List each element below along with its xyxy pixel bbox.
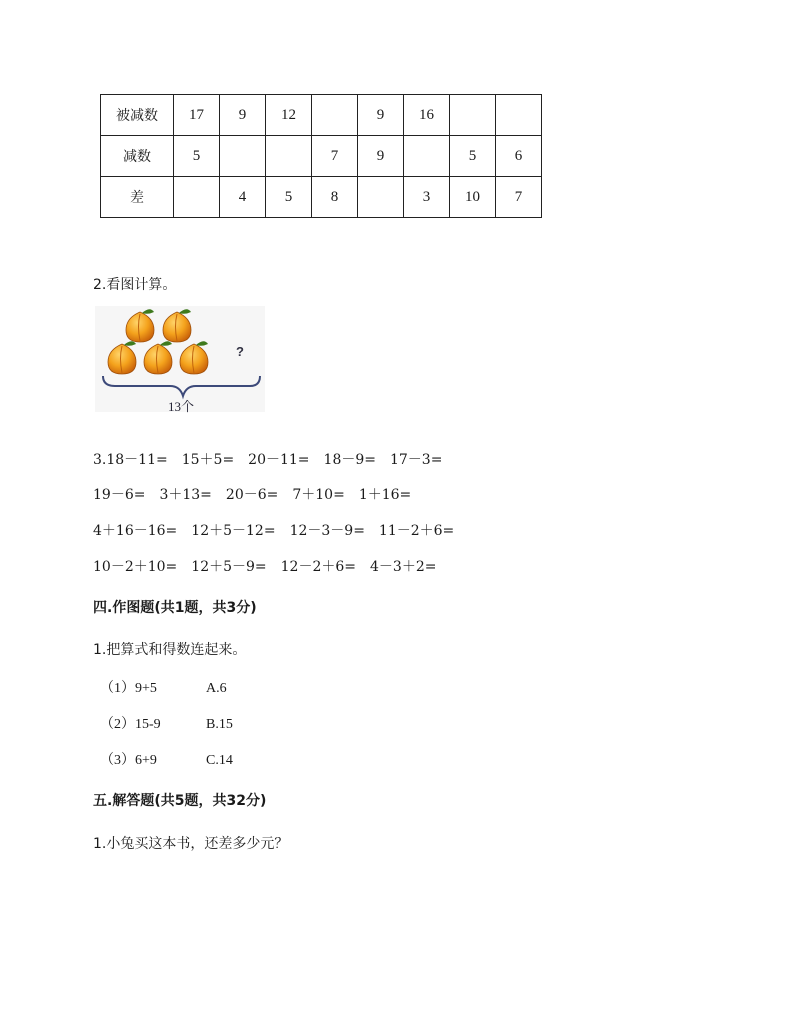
table-cell	[266, 136, 312, 177]
table-cell	[450, 95, 496, 136]
section5-heading: 五.解答题(共5题，共32分)	[93, 793, 267, 809]
expression: 18－9=	[323, 452, 376, 468]
calc-line-3	[93, 520, 468, 540]
table-cell: 9	[358, 136, 404, 177]
match-expr: （3）6+9	[100, 753, 157, 768]
table-row	[101, 177, 542, 218]
match-expr: （1）9+5	[100, 681, 157, 696]
match-row-3	[100, 749, 233, 769]
match-expr: （2）15-9	[100, 717, 161, 732]
match-answer: C.14	[206, 753, 233, 768]
table-cell: 8	[312, 177, 358, 218]
peach-icon	[108, 341, 136, 374]
expression: 3＋13=	[159, 487, 212, 503]
expression: 4＋16－16=	[93, 523, 178, 539]
match-answer: B.15	[206, 717, 233, 732]
calc-line-2	[93, 484, 425, 504]
table-cell: 12	[266, 95, 312, 136]
peach-icon	[144, 341, 172, 374]
expression: 20－11=	[248, 452, 310, 468]
section4-heading: 四.作图题(共1题，共3分)	[93, 600, 257, 616]
expression: 7＋10=	[292, 487, 345, 503]
question-mark: ?	[236, 344, 244, 359]
expression: 12－2＋6=	[280, 559, 356, 575]
section4-question: 1.把算式和得数连起来。	[93, 642, 247, 658]
expression: 15＋5=	[181, 452, 235, 468]
table-cell: 9	[358, 95, 404, 136]
table-cell	[404, 136, 450, 177]
calc-line-1	[93, 449, 456, 469]
peach-icon	[163, 309, 191, 342]
table-cell: 7	[312, 136, 358, 177]
table-cell: 7	[496, 177, 542, 218]
table-cell: 16	[404, 95, 450, 136]
expression: 17－3=	[389, 452, 443, 468]
match-row-2	[100, 713, 233, 733]
table-cell: 5	[174, 136, 220, 177]
table-cell: 5	[266, 177, 312, 218]
match-row-1	[100, 677, 227, 697]
table-cell: 4	[220, 177, 266, 218]
expression: 12－3－9=	[289, 523, 365, 539]
peach-icon	[126, 309, 154, 342]
table-cell: 9	[220, 95, 266, 136]
expression: 20－6=	[225, 487, 279, 503]
table-cell: 3	[404, 177, 450, 218]
expression: 3.18－11=	[93, 452, 168, 468]
row-label: 被减数	[101, 95, 174, 136]
table-row	[101, 95, 542, 136]
expression: 11－2＋6=	[378, 523, 455, 539]
peach-icon	[180, 341, 208, 374]
expression: 12＋5－12=	[191, 523, 276, 539]
expression: 12＋5－9=	[191, 559, 267, 575]
table-cell: 5	[450, 136, 496, 177]
expression: 1＋16=	[358, 487, 412, 503]
table-cell: 10	[450, 177, 496, 218]
section5-question: 1.小兔买这本书，还差多少元？	[93, 836, 289, 852]
table-cell: 17	[174, 95, 220, 136]
q2-title: 2.看图计算。	[93, 277, 177, 293]
table-cell: 6	[496, 136, 542, 177]
row-label: 差	[101, 177, 174, 218]
expression: 19－6=	[93, 487, 146, 503]
table-cell	[358, 177, 404, 218]
table-cell	[312, 95, 358, 136]
table-row	[101, 136, 542, 177]
table-cell	[496, 95, 542, 136]
brace-icon	[103, 376, 260, 396]
total-count-label: 13个	[168, 399, 195, 414]
subtraction-table	[100, 94, 542, 218]
expression: 10－2＋10=	[93, 559, 178, 575]
row-label: 减数	[101, 136, 174, 177]
table-cell	[220, 136, 266, 177]
match-answer: A.6	[206, 681, 227, 696]
table-cell	[174, 177, 220, 218]
expression: 4－3＋2=	[370, 559, 437, 575]
calc-line-4	[93, 556, 450, 576]
